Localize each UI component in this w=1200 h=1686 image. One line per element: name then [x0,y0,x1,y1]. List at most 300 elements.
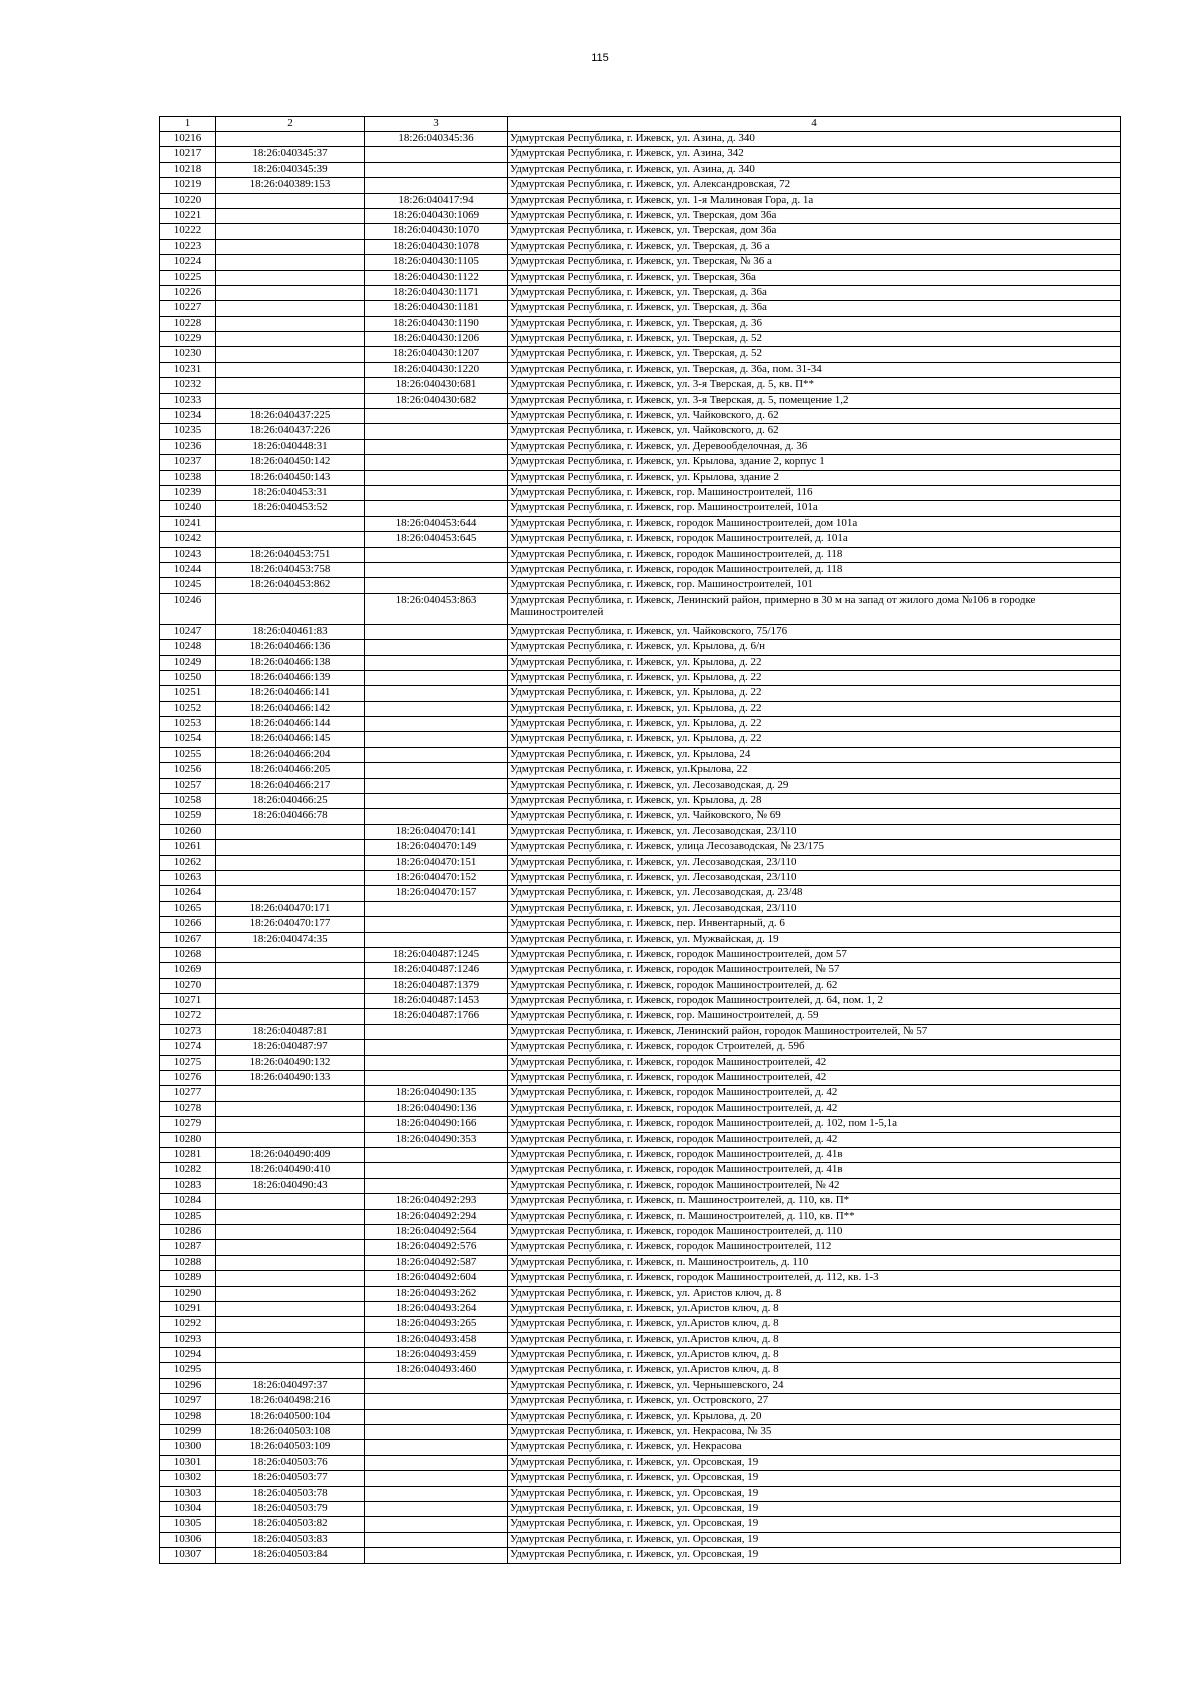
cadastral-number-2: 18:26:040345:37 [216,147,365,162]
address: Удмуртская Республика, г. Ижевск, ул. Орсовская, 19 [508,1455,1121,1470]
cadastral-number-2 [216,1009,365,1024]
cadastral-number-2 [216,1224,365,1239]
row-number: 10301 [160,1455,216,1470]
table-row [160,763,1121,778]
cadastral-number-2: 18:26:040503:109 [216,1440,365,1455]
cadastral-number-3: 18:26:040417:94 [365,193,508,208]
page-number: 115 [591,52,609,64]
table-row [160,855,1121,870]
cadastral-number-3: 18:26:040493:264 [365,1301,508,1316]
row-number: 10270 [160,978,216,993]
cadastral-number-3 [365,1178,508,1193]
table-row [160,547,1121,562]
cadastral-number-2 [216,1132,365,1147]
address: Удмуртская Республика, г. Ижевск, ул. Лесозаводская, 23/110 [508,901,1121,916]
row-number: 10216 [160,132,216,147]
cadastral-number-2: 18:26:040453:31 [216,485,365,500]
cadastral-number-2: 18:26:040487:97 [216,1040,365,1055]
table-row [160,1348,1121,1363]
cadastral-number-3 [365,1394,508,1409]
row-number: 10262 [160,855,216,870]
row-number: 10275 [160,1055,216,1070]
cadastral-number-2: 18:26:040466:145 [216,732,365,747]
row-number: 10221 [160,208,216,223]
cadastral-number-2 [216,393,365,408]
row-number: 10251 [160,686,216,701]
cadastral-number-2 [216,1271,365,1286]
cadastral-number-3: 18:26:040493:262 [365,1286,508,1301]
row-number: 10258 [160,794,216,809]
row-number: 10287 [160,1240,216,1255]
address: Удмуртская Республика, г. Ижевск, ул.Крылова, 22 [508,763,1121,778]
cadastral-number-3: 18:26:040490:353 [365,1132,508,1147]
cadastral-number-2: 18:26:040345:39 [216,162,365,177]
table-row [160,870,1121,885]
row-number: 10249 [160,655,216,670]
cadastral-number-2 [216,1194,365,1209]
row-number: 10240 [160,501,216,516]
table-row [160,501,1121,516]
address: Удмуртская Республика, г. Ижевск, ул. Азина, 342 [508,147,1121,162]
row-number: 10283 [160,1178,216,1193]
address: Удмуртская Республика, г. Ижевск, пер. Инвентарный, д. 6 [508,917,1121,932]
address: Удмуртская Республика, г. Ижевск, ул. Крылова, д. 28 [508,794,1121,809]
address: Удмуртская Республика, г. Ижевск, ул. Орсовская, 19 [508,1532,1121,1547]
row-number: 10300 [160,1440,216,1455]
row-number: 10244 [160,562,216,577]
cadastral-number-2: 18:26:040470:171 [216,901,365,916]
cadastral-number-3 [365,455,508,470]
column-header-2: 2 [216,117,365,132]
row-number: 10226 [160,285,216,300]
table-row [160,1501,1121,1516]
row-number: 10276 [160,1071,216,1086]
cadastral-number-3: 18:26:040493:460 [365,1363,508,1378]
row-number: 10250 [160,670,216,685]
cadastral-number-2: 18:26:040490:133 [216,1071,365,1086]
cadastral-number-2 [216,963,365,978]
cadastral-number-3: 18:26:040470:149 [365,840,508,855]
cadastral-number-3 [365,1071,508,1086]
cadastral-number-2 [216,208,365,223]
cadastral-number-3 [365,1409,508,1424]
cadastral-number-2 [216,193,365,208]
row-number: 10266 [160,917,216,932]
cadastral-number-2: 18:26:040461:83 [216,624,365,639]
cadastral-number-2 [216,1348,365,1363]
address: Удмуртская Республика, г. Ижевск, ул. Орсовская, 19 [508,1501,1121,1516]
cadastral-number-2: 18:26:040490:132 [216,1055,365,1070]
row-number: 10289 [160,1271,216,1286]
row-number: 10219 [160,178,216,193]
table-row [160,1132,1121,1147]
cadastral-number-3 [365,1378,508,1393]
row-number: 10267 [160,932,216,947]
row-number: 10281 [160,1148,216,1163]
address: Удмуртская Республика, г. Ижевск, городок Машиностроителей, дом 101а [508,516,1121,531]
cadastral-number-3 [365,1440,508,1455]
address: Удмуртская Республика, г. Ижевск, городок Машиностроителей, д. 42 [508,1132,1121,1147]
cadastral-number-3: 18:26:040487:1246 [365,963,508,978]
row-number: 10286 [160,1224,216,1239]
row-number: 10263 [160,870,216,885]
cadastral-number-3: 18:26:040453:644 [365,516,508,531]
cadastral-number-3: 18:26:040487:1766 [365,1009,508,1024]
address: Удмуртская Республика, г. Ижевск, ул. Крылова, д. 22 [508,717,1121,732]
row-number: 10279 [160,1117,216,1132]
cadastral-number-2: 18:26:040448:31 [216,439,365,454]
row-number: 10231 [160,362,216,377]
table-row [160,624,1121,639]
table-row [160,347,1121,362]
address: Удмуртская Республика, г. Ижевск, городок Машиностроителей, 42 [508,1071,1121,1086]
cadastral-number-2: 18:26:040497:37 [216,1378,365,1393]
table-row [160,362,1121,377]
row-number: 10261 [160,840,216,855]
address: Удмуртская Республика, г. Ижевск, ул. Чайковского, д. 62 [508,424,1121,439]
cadastral-number-3 [365,1532,508,1547]
cadastral-number-3: 18:26:040430:1220 [365,362,508,377]
cadastral-number-3: 18:26:040430:1181 [365,301,508,316]
table-row [160,840,1121,855]
row-number: 10278 [160,1101,216,1116]
cadastral-number-2: 18:26:040503:82 [216,1517,365,1532]
cadastral-number-3 [365,1548,508,1563]
cadastral-number-3: 18:26:040487:1453 [365,994,508,1009]
address: Удмуртская Республика, г. Ижевск, п. Машиностроителей, д. 110, кв. П** [508,1209,1121,1224]
address: Удмуртская Республика, г. Ижевск, ул. Лесозаводская, 23/110 [508,855,1121,870]
cadastral-number-2 [216,301,365,316]
cadastral-number-2: 18:26:040503:84 [216,1548,365,1563]
cadastral-number-3 [365,655,508,670]
address: Удмуртская Республика, г. Ижевск, городок Машиностроителей, д. 64, пом. 1, 2 [508,994,1121,1009]
cadastral-number-3 [365,763,508,778]
cadastral-number-3: 18:26:040470:157 [365,886,508,901]
table-row [160,1163,1121,1178]
cadastral-number-3: 18:26:040490:136 [365,1101,508,1116]
address: Удмуртская Республика, г. Ижевск, ул.Аристов ключ, д. 8 [508,1363,1121,1378]
row-number: 10257 [160,778,216,793]
cadastral-number-3: 18:26:040493:458 [365,1332,508,1347]
cadastral-table [159,116,1121,1564]
table-row [160,1517,1121,1532]
address: Удмуртская Республика, г. Ижевск, ул. 1-я Малиновая Гора, д. 1а [508,193,1121,208]
row-number: 10269 [160,963,216,978]
table-row [160,747,1121,762]
address: Удмуртская Республика, г. Ижевск, городок Машиностроителей, д. 42 [508,1086,1121,1101]
address: Удмуртская Республика, г. Ижевск, гор. Машиностроителей, 101а [508,501,1121,516]
cadastral-number-3 [365,809,508,824]
cadastral-number-2 [216,332,365,347]
cadastral-number-2 [216,378,365,393]
table-row [160,1425,1121,1440]
table-row [160,578,1121,593]
address: Удмуртская Республика, г. Ижевск, ул. Некрасова, № 35 [508,1425,1121,1440]
cadastral-number-2 [216,1255,365,1270]
address: Удмуртская Республика, г. Ижевск, ул. Чернышевского, 24 [508,1378,1121,1393]
address: Удмуртская Республика, г. Ижевск, гор. Машиностроителей, 116 [508,485,1121,500]
table-row [160,424,1121,439]
row-number: 10264 [160,886,216,901]
row-number: 10232 [160,378,216,393]
table-row [160,932,1121,947]
cadastral-number-2: 18:26:040389:153 [216,178,365,193]
address: Удмуртская Республика, г. Ижевск, городок Машиностроителей, д. 102, пом 1-5,1а [508,1117,1121,1132]
cadastral-number-2 [216,1286,365,1301]
cadastral-number-2: 18:26:040453:862 [216,578,365,593]
table-row [160,1024,1121,1039]
cadastral-number-3: 18:26:040492:576 [365,1240,508,1255]
address: Удмуртская Республика, г. Ижевск, городок Машиностроителей, д. 41в [508,1163,1121,1178]
cadastral-number-2: 18:26:040503:83 [216,1532,365,1547]
row-number: 10272 [160,1009,216,1024]
table-row [160,1240,1121,1255]
cadastral-number-2 [216,362,365,377]
row-number: 10254 [160,732,216,747]
cadastral-number-2 [216,870,365,885]
cadastral-number-3 [365,686,508,701]
cadastral-number-2 [216,1363,365,1378]
address: Удмуртская Республика, г. Ижевск, ул.Аристов ключ, д. 8 [508,1301,1121,1316]
cadastral-number-3 [365,732,508,747]
address: Удмуртская Республика, г. Ижевск, ул. Деревообделочная, д. 36 [508,439,1121,454]
table-row [160,1332,1121,1347]
table-row [160,1378,1121,1393]
cadastral-number-3 [365,562,508,577]
cadastral-number-2: 18:26:040466:139 [216,670,365,685]
address: Удмуртская Республика, г. Ижевск, ул. Крылова, здание 2 [508,470,1121,485]
row-number: 10296 [160,1378,216,1393]
row-number: 10239 [160,485,216,500]
cadastral-number-3: 18:26:040492:604 [365,1271,508,1286]
cadastral-number-3: 18:26:040430:1069 [365,208,508,223]
cadastral-number-2 [216,1101,365,1116]
cadastral-number-3: 18:26:040492:587 [365,1255,508,1270]
cadastral-number-3: 18:26:040487:1379 [365,978,508,993]
row-number: 10295 [160,1363,216,1378]
header-row [160,117,1121,132]
cadastral-number-3 [365,439,508,454]
cadastral-number-3: 18:26:040470:152 [365,870,508,885]
cadastral-number-3: 18:26:040490:166 [365,1117,508,1132]
address: Удмуртская Республика, г. Ижевск, ул. Чайковского, д. 62 [508,409,1121,424]
table-row [160,947,1121,962]
cadastral-number-2: 18:26:040490:410 [216,1163,365,1178]
cadastral-number-2 [216,224,365,239]
table-row [160,239,1121,254]
cadastral-number-3 [365,1517,508,1532]
cadastral-number-3 [365,1486,508,1501]
table-row [160,1317,1121,1332]
cadastral-number-2 [216,532,365,547]
cadastral-number-3: 18:26:040430:1070 [365,224,508,239]
address: Удмуртская Республика, г. Ижевск, п. Машиностроителей, д. 110, кв. П* [508,1194,1121,1209]
address: Удмуртская Республика, г. Ижевск, ул. Некрасова [508,1440,1121,1455]
row-number: 10253 [160,717,216,732]
table-row [160,655,1121,670]
cadastral-number-3 [365,424,508,439]
address: Удмуртская Республика, г. Ижевск, ул.Аристов ключ, д. 8 [508,1332,1121,1347]
row-number: 10288 [160,1255,216,1270]
cadastral-number-2: 18:26:040503:76 [216,1455,365,1470]
table-row [160,332,1121,347]
cadastral-number-3 [365,1148,508,1163]
table-row [160,147,1121,162]
table-row [160,1409,1121,1424]
address: Удмуртская Республика, г. Ижевск, ул. Тверская, д. 36 а [508,239,1121,254]
cadastral-number-3: 18:26:040430:1122 [365,270,508,285]
row-number: 10245 [160,578,216,593]
cadastral-number-3: 18:26:040430:1171 [365,285,508,300]
table-row [160,516,1121,531]
cadastral-number-3 [365,640,508,655]
cadastral-number-3 [365,178,508,193]
address: Удмуртская Республика, г. Ижевск, ул. Крылова, здание 2, корпус 1 [508,455,1121,470]
cadastral-number-3 [365,717,508,732]
table-row [160,1178,1121,1193]
cadastral-number-2: 18:26:040487:81 [216,1024,365,1039]
cadastral-number-3: 18:26:040470:141 [365,824,508,839]
cadastral-number-3: 18:26:040430:1190 [365,316,508,331]
address: Удмуртская Республика, г. Ижевск, городок Машиностроителей, № 42 [508,1178,1121,1193]
row-number: 10273 [160,1024,216,1039]
address: Удмуртская Республика, г. Ижевск, ул. Крылова, д. 22 [508,670,1121,685]
table-row [160,1194,1121,1209]
cadastral-number-2 [216,1209,365,1224]
row-number: 10299 [160,1425,216,1440]
table-body [160,132,1121,1564]
table-row [160,409,1121,424]
table-row [160,686,1121,701]
row-number: 10227 [160,301,216,316]
address: Удмуртская Республика, г. Ижевск, ул. Тверская, д. 52 [508,347,1121,362]
cadastral-number-2: 18:26:040466:78 [216,809,365,824]
table-row [160,224,1121,239]
table-row [160,1301,1121,1316]
address: Удмуртская Республика, г. Ижевск, городок Машиностроителей, д. 101а [508,532,1121,547]
table-row [160,439,1121,454]
cadastral-number-2 [216,255,365,270]
cadastral-number-3: 18:26:040430:681 [365,378,508,393]
table-row [160,532,1121,547]
cadastral-number-3 [365,1024,508,1039]
cadastral-number-3: 18:26:040430:1207 [365,347,508,362]
row-number: 10222 [160,224,216,239]
row-number: 10271 [160,994,216,1009]
cadastral-number-2 [216,239,365,254]
address: Удмуртская Республика, г. Ижевск, ул. Лесозаводская, д. 23/48 [508,886,1121,901]
row-number: 10293 [160,1332,216,1347]
cadastral-number-2 [216,1301,365,1316]
table-row [160,701,1121,716]
cadastral-number-2: 18:26:040466:25 [216,794,365,809]
column-header-3: 3 [365,117,508,132]
row-number: 10230 [160,347,216,362]
cadastral-number-3: 18:26:040453:863 [365,593,508,624]
address: Удмуртская Республика, г. Ижевск, ул. Крылова, 24 [508,747,1121,762]
row-number: 10220 [160,193,216,208]
table-row [160,809,1121,824]
table-row [160,917,1121,932]
cadastral-number-3: 18:26:040430:1078 [365,239,508,254]
cadastral-number-2 [216,886,365,901]
cadastral-number-3 [365,624,508,639]
table-row [160,1271,1121,1286]
cadastral-number-3 [365,932,508,947]
row-number: 10255 [160,747,216,762]
cadastral-number-3 [365,147,508,162]
table-row [160,316,1121,331]
address: Удмуртская Республика, г. Ижевск, ул. Островского, 27 [508,1394,1121,1409]
address: Удмуртская Республика, г. Ижевск, Ленинский район, городок Машиностроителей, № 57 [508,1024,1121,1039]
row-number: 10248 [160,640,216,655]
row-number: 10237 [160,455,216,470]
cadastral-number-2: 18:26:040474:35 [216,932,365,947]
cadastral-number-2: 18:26:040470:177 [216,917,365,932]
row-number: 10292 [160,1317,216,1332]
cadastral-number-2: 18:26:040500:104 [216,1409,365,1424]
cadastral-number-3 [365,485,508,500]
address: Удмуртская Республика, г. Ижевск, ул. Азина, д. 340 [508,162,1121,177]
row-number: 10229 [160,332,216,347]
address: Удмуртская Республика, г. Ижевск, гор. Машиностроителей, д. 59 [508,1009,1121,1024]
cadastral-number-3: 18:26:040493:459 [365,1348,508,1363]
cadastral-number-2: 18:26:040450:142 [216,455,365,470]
address: Удмуртская Республика, г. Ижевск, ул. Тверская, дом 36а [508,208,1121,223]
cadastral-number-2 [216,593,365,624]
table-row [160,824,1121,839]
row-number: 10291 [160,1301,216,1316]
table-row [160,1532,1121,1547]
row-number: 10252 [160,701,216,716]
address: Удмуртская Республика, г. Ижевск, ул. Тверская, д. 52 [508,332,1121,347]
row-number: 10238 [160,470,216,485]
row-number: 10241 [160,516,216,531]
cadastral-number-2 [216,1117,365,1132]
address: Удмуртская Республика, г. Ижевск, ул. Азина, д. 340 [508,132,1121,147]
cadastral-number-2: 18:26:040503:78 [216,1486,365,1501]
row-number: 10235 [160,424,216,439]
address: Удмуртская Республика, г. Ижевск, ул. Тверская, д. 36 [508,316,1121,331]
row-number: 10234 [160,409,216,424]
address: Удмуртская Республика, г. Ижевск, ул. Тверская, д. 36а [508,301,1121,316]
address: Удмуртская Республика, г. Ижевск, ул. 3-я Тверская, д. 5, кв. П** [508,378,1121,393]
table-row [160,1040,1121,1055]
table-row [160,1486,1121,1501]
row-number: 10290 [160,1286,216,1301]
address: Удмуртская Республика, г. Ижевск, городок Машиностроителей, д. 42 [508,1101,1121,1116]
address: Удмуртская Республика, г. Ижевск, гор. Машиностроителей, 101 [508,578,1121,593]
cadastral-number-2 [216,316,365,331]
row-number: 10265 [160,901,216,916]
address: Удмуртская Республика, г. Ижевск, городок Машиностроителей, д. 112, кв. 1-3 [508,1271,1121,1286]
table-row [160,1071,1121,1086]
table-row [160,285,1121,300]
table-row [160,963,1121,978]
address: Удмуртская Республика, г. Ижевск, городок Машиностроителей, д. 41в [508,1148,1121,1163]
table-row [160,1440,1121,1455]
row-number: 10224 [160,255,216,270]
address: Удмуртская Республика, г. Ижевск, городок Машиностроителей, д. 110 [508,1224,1121,1239]
row-number: 10225 [160,270,216,285]
address: Удмуртская Республика, г. Ижевск, ул. Крылова, д. 22 [508,686,1121,701]
address: Удмуртская Республика, г. Ижевск, ул. Аристов ключ, д. 8 [508,1286,1121,1301]
cadastral-number-3: 18:26:040487:1245 [365,947,508,962]
row-number: 10280 [160,1132,216,1147]
cadastral-number-2: 18:26:040437:226 [216,424,365,439]
cadastral-number-3 [365,1425,508,1440]
address: Удмуртская Республика, г. Ижевск, ул. Лесозаводская, 23/110 [508,870,1121,885]
